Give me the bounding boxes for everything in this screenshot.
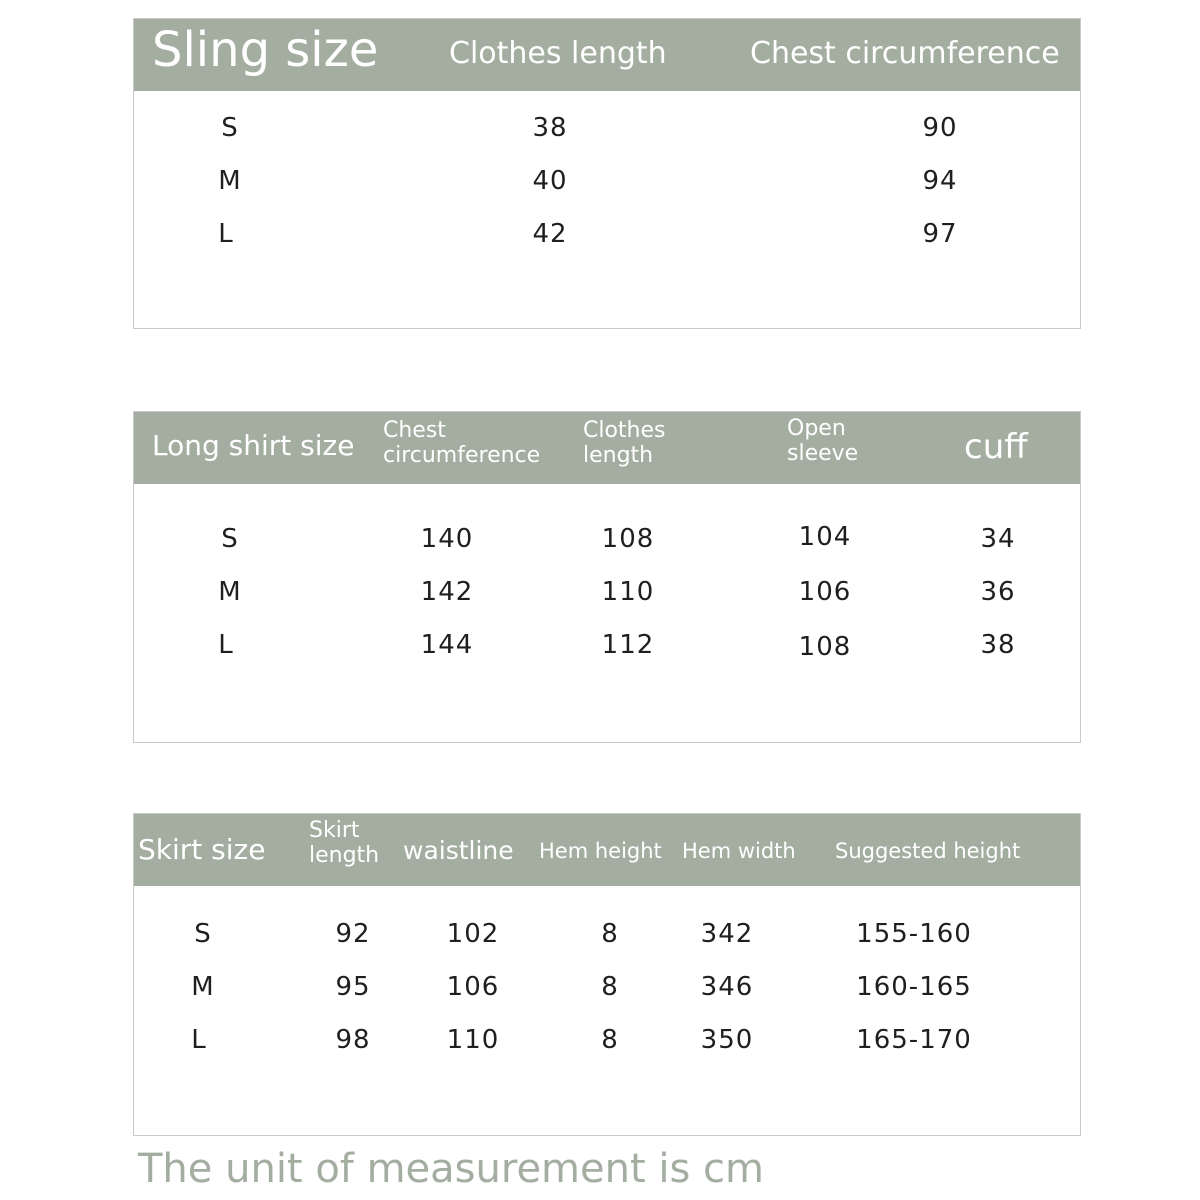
long-shirt-table-title: Long shirt size	[152, 429, 355, 462]
long-shirt-cell: 108	[601, 524, 655, 554]
skirt-row-size: L	[191, 1025, 207, 1055]
long-shirt-cell: 112	[601, 630, 655, 660]
sling-table-title: Sling size	[152, 22, 379, 78]
skirt-cell: 8	[601, 972, 619, 1002]
long-shirt-cell: 36	[980, 577, 1016, 607]
header-line: Open	[787, 416, 846, 441]
long-shirt-cell: 144	[420, 630, 474, 660]
sling-row-size: L	[218, 219, 234, 249]
long-shirt-cell: 108	[798, 632, 852, 662]
sling-cell: 90	[922, 113, 958, 143]
skirt-row-size: M	[191, 972, 215, 1002]
long-shirt-header-chest	[383, 418, 540, 469]
long-shirt-header-clothes-length	[583, 418, 666, 469]
header-line: circumference	[383, 443, 541, 469]
long-shirt-cell: 142	[420, 577, 474, 607]
header-line: Chest	[383, 418, 446, 443]
long-shirt-cell: 34	[980, 524, 1016, 554]
skirt-cell: 346	[700, 972, 754, 1002]
skirt-cell: 165-170	[856, 1025, 972, 1055]
long-shirt-cell: 106	[798, 577, 852, 607]
sling-cell: 42	[532, 219, 568, 249]
sling-cell: 40	[532, 166, 568, 196]
sling-cell: 97	[922, 219, 958, 249]
skirt-cell: 160-165	[856, 972, 972, 1002]
sling-header-chest-circumference: Chest circumference	[750, 36, 1060, 71]
skirt-header-skirt-length	[309, 818, 379, 869]
header-line: Skirt	[309, 818, 360, 843]
header-line: Clothes	[583, 418, 666, 443]
skirt-cell: 95	[335, 972, 371, 1002]
sling-row-size: M	[218, 166, 242, 196]
skirt-header-hem-height: Hem height	[539, 839, 662, 863]
skirt-cell: 98	[335, 1025, 371, 1055]
long-shirt-header-open-sleeve	[787, 416, 858, 467]
long-shirt-cell: 140	[420, 524, 474, 554]
skirt-cell: 350	[700, 1025, 754, 1055]
skirt-cell: 155-160	[856, 919, 972, 949]
skirt-cell: 102	[446, 919, 500, 949]
sling-row-size: S	[221, 113, 239, 143]
skirt-header-hem-width: Hem width	[682, 839, 796, 863]
long-shirt-cell: 38	[980, 630, 1016, 660]
sling-header-clothes-length: Clothes length	[449, 36, 667, 71]
skirt-table-title: Skirt size	[138, 833, 266, 866]
skirt-size-table	[133, 813, 1081, 1136]
long-shirt-cell: 104	[798, 522, 852, 552]
header-line: sleeve	[787, 441, 859, 467]
skirt-cell: 92	[335, 919, 371, 949]
long-shirt-header-cuff: cuff	[964, 427, 1028, 467]
long-shirt-row-size: M	[218, 577, 242, 607]
skirt-header-waistline: waistline	[403, 836, 514, 865]
header-line: length	[583, 443, 654, 469]
sling-cell: 94	[922, 166, 958, 196]
skirt-cell: 342	[700, 919, 754, 949]
sling-size-table	[133, 18, 1081, 329]
long-shirt-row-size: S	[221, 524, 239, 554]
unit-footnote: The unit of measurement is cm	[138, 1146, 764, 1192]
skirt-cell: 106	[446, 972, 500, 1002]
sling-cell: 38	[532, 113, 568, 143]
skirt-row-size: S	[194, 919, 212, 949]
skirt-cell: 110	[446, 1025, 500, 1055]
skirt-cell: 8	[601, 1025, 619, 1055]
long-shirt-cell: 110	[601, 577, 655, 607]
header-line: length	[309, 843, 380, 869]
long-shirt-size-table	[133, 411, 1081, 743]
skirt-header-suggested-height: Suggested height	[835, 839, 1021, 863]
skirt-cell: 8	[601, 919, 619, 949]
long-shirt-row-size: L	[218, 630, 234, 660]
